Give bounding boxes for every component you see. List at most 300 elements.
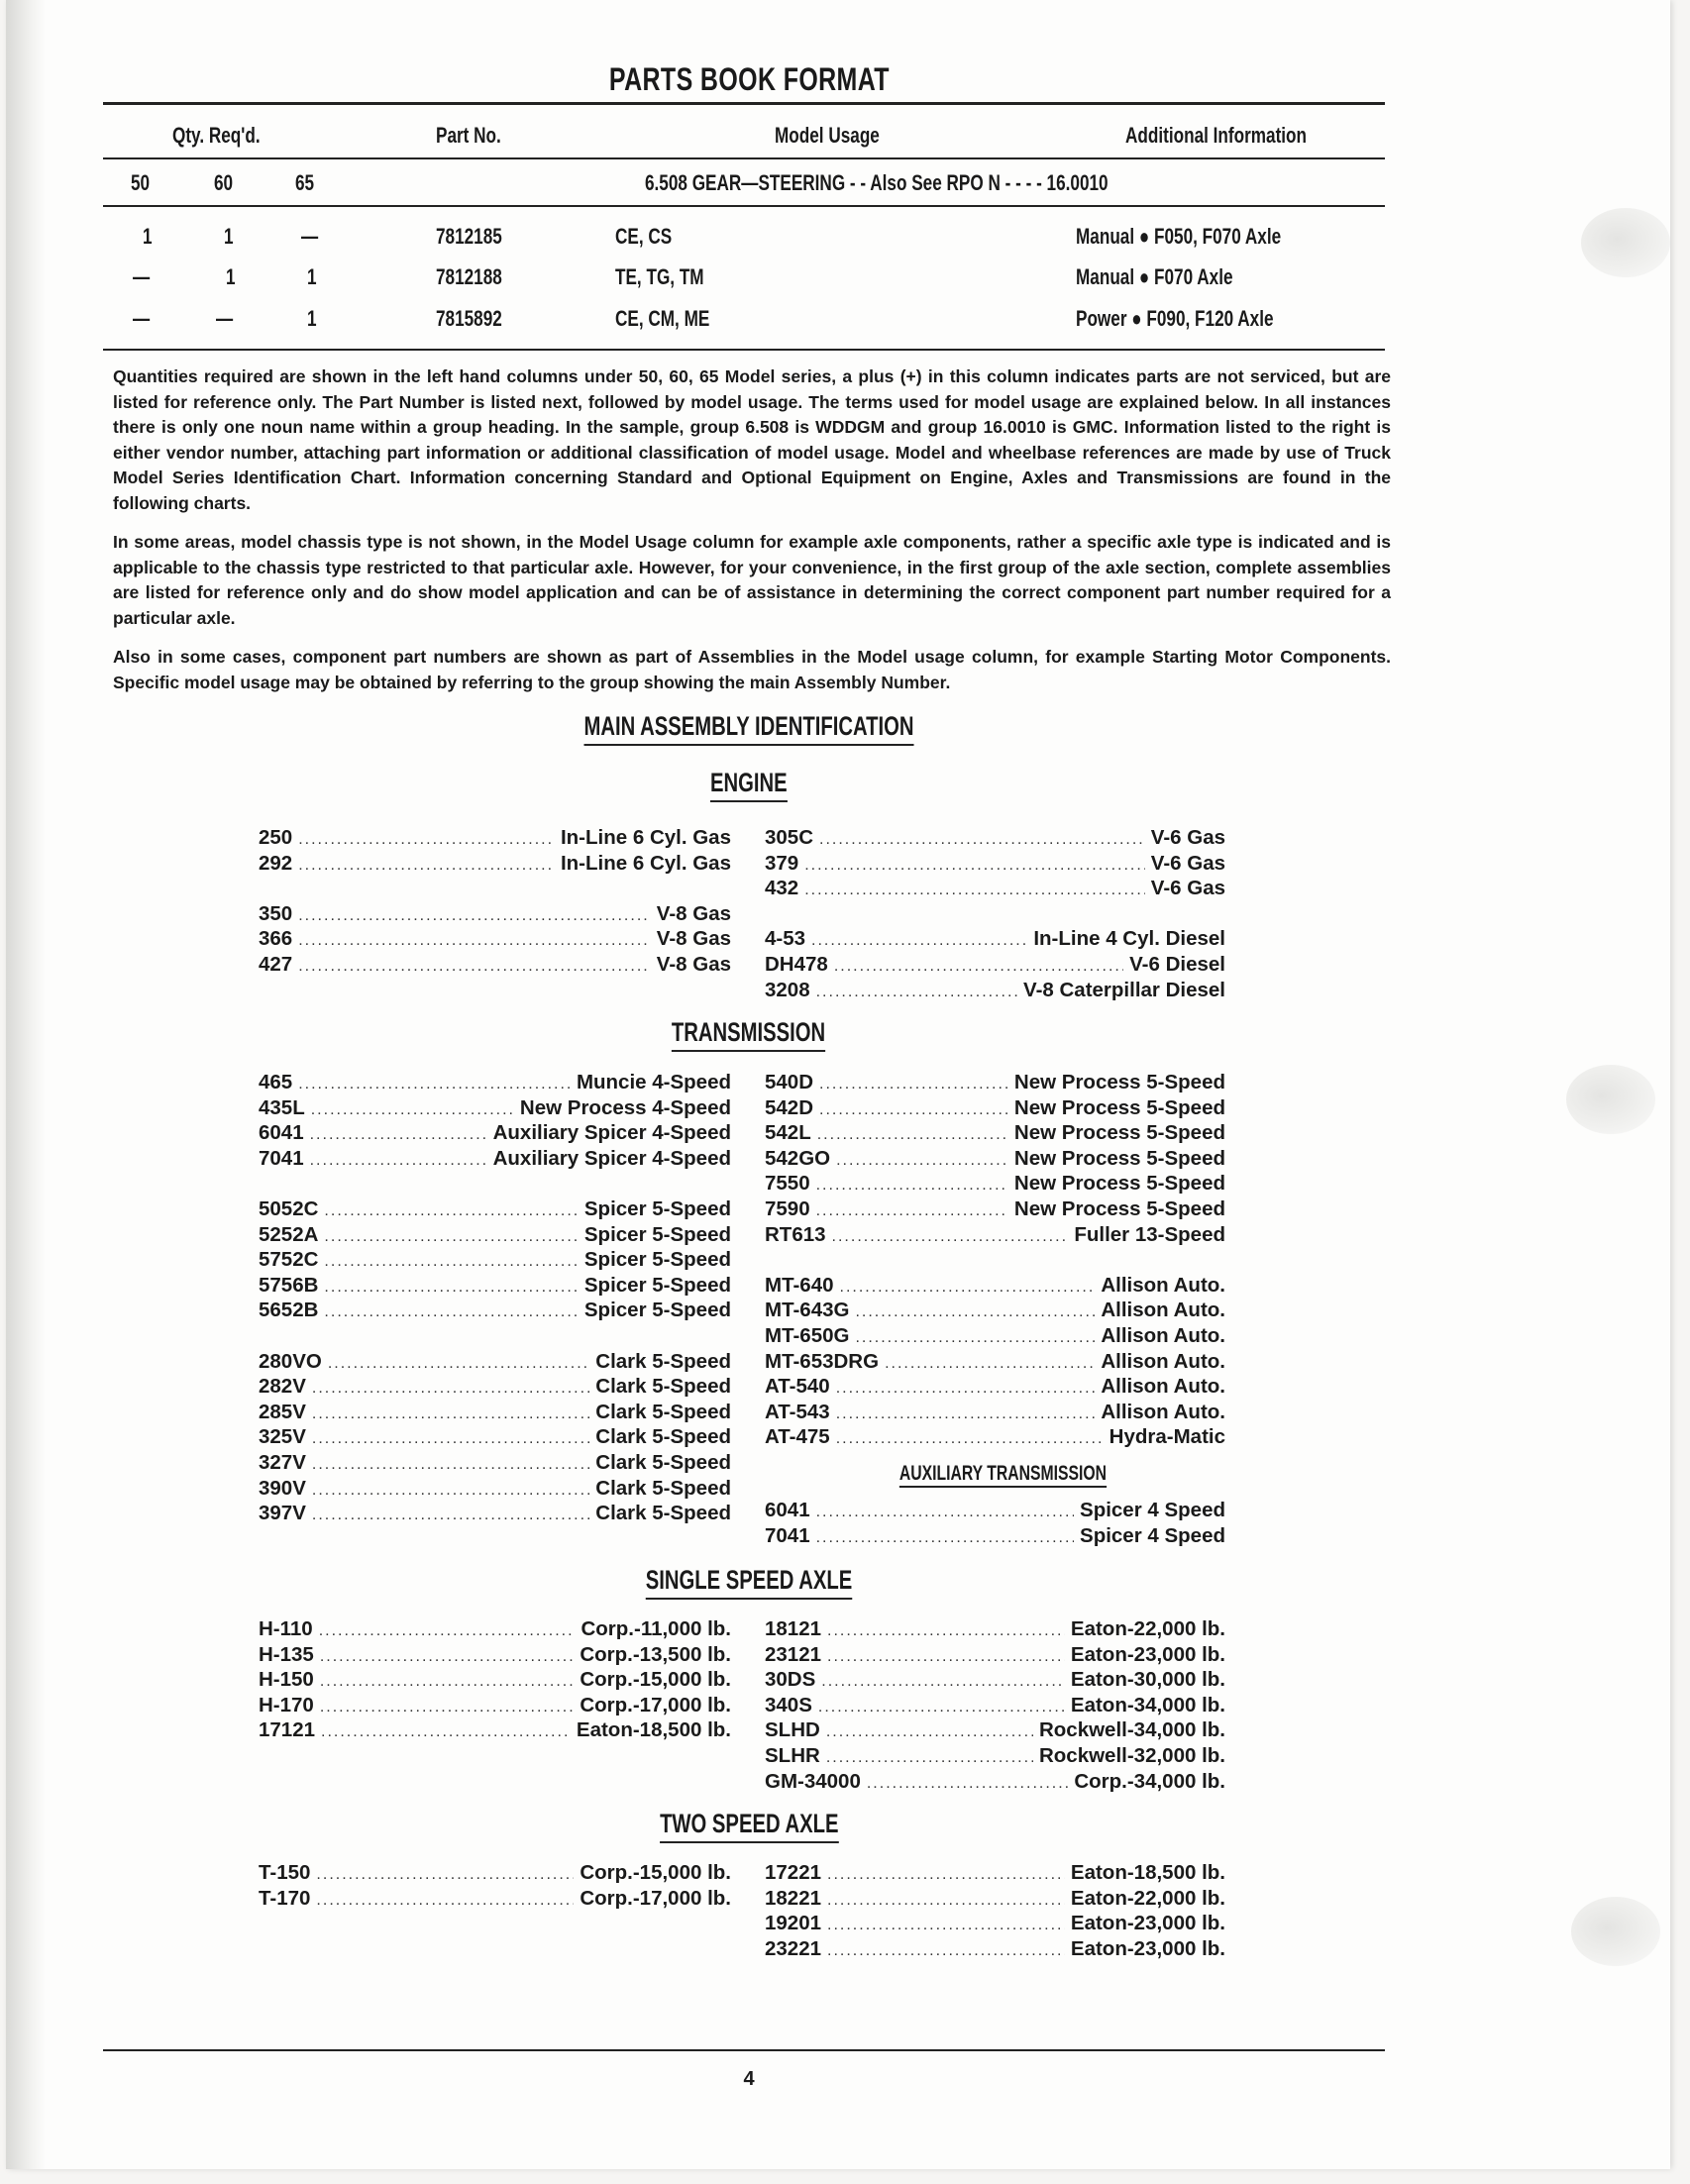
assembly-code: 340S <box>765 1693 812 1716</box>
dot-leader <box>816 1525 1074 1551</box>
assembly-row <box>765 1693 1225 1718</box>
header-rule <box>103 157 1385 159</box>
assembly-row <box>765 1070 1225 1095</box>
dot-leader <box>836 1148 1008 1174</box>
assembly-code: 4-53 <box>765 927 806 951</box>
assembly-description: Corp.-34,000 lb. <box>1074 1769 1225 1793</box>
series-65: 65 <box>295 170 315 195</box>
paragraph-3: Also in some cases, component part numbers are shown as part of Assemblies in the Model usage column, for example Starting Motor Components. Specific model usage may be obtained by referring to the group showing the main Assembly Number. <box>113 647 1391 692</box>
assembly-description: Spicer 4 Speed <box>1080 1523 1225 1547</box>
punch-hole-bottom <box>1571 1897 1660 1966</box>
dot-leader <box>818 1695 1065 1720</box>
assembly-code: MT-640 <box>765 1273 834 1297</box>
two-axle-right-list <box>765 1860 1225 1961</box>
assembly-description: Corp.-13,500 lb. <box>580 1642 731 1666</box>
assembly-description: Clark 5-Speed <box>595 1450 731 1474</box>
assembly-description: Hydra-Matic <box>1109 1425 1225 1449</box>
assembly-description: Spicer 5-Speed <box>583 1248 731 1272</box>
group-rule <box>103 205 1385 207</box>
row1-qty60: 1 <box>224 224 234 249</box>
dot-leader <box>827 1644 1065 1670</box>
assembly-code: T-150 <box>259 1861 311 1884</box>
assembly-code: 327V <box>259 1450 306 1474</box>
assembly-description: Eaton-34,000 lb. <box>1070 1693 1225 1716</box>
dot-leader <box>316 1862 574 1888</box>
dot-leader <box>827 1618 1065 1644</box>
assembly-description: V-8 Caterpillar Diesel <box>1023 978 1225 1001</box>
assembly-row <box>259 1667 731 1693</box>
assembly-row <box>765 1936 1225 1962</box>
assembly-description: New Process 5-Speed <box>1013 1146 1225 1170</box>
assembly-code: H-150 <box>259 1668 314 1692</box>
assembly-code: 5052C <box>259 1196 319 1220</box>
group-heading: 6.508 GEAR—STEERING - - Also See RPO N - - - - 16.0010 <box>645 170 1109 195</box>
assembly-row <box>259 1424 731 1450</box>
assembly-row <box>259 1501 731 1526</box>
assembly-code: 23221 <box>765 1936 822 1960</box>
assembly-row <box>259 1247 731 1273</box>
series-60: 60 <box>214 170 234 195</box>
assembly-row <box>765 1886 1225 1912</box>
assembly-description: Eaton-23,000 lb. <box>1070 1936 1225 1960</box>
dot-leader <box>867 1771 1068 1797</box>
assembly-code: 305C <box>765 826 814 849</box>
assembly-row <box>765 1860 1225 1886</box>
assembly-row <box>765 825 1225 851</box>
assembly-description: New Process 5-Speed <box>1013 1196 1225 1220</box>
assembly-code: AT-540 <box>765 1375 830 1399</box>
assembly-row <box>259 1095 731 1121</box>
assembly-row <box>259 1120 731 1146</box>
assembly-code: MT-650G <box>765 1323 850 1347</box>
assembly-row <box>765 1717 1225 1743</box>
assembly-code: 427 <box>259 952 293 976</box>
assembly-row <box>259 1146 731 1172</box>
assembly-row <box>765 1120 1225 1146</box>
assembly-code: 6041 <box>765 1499 810 1521</box>
assembly-row <box>259 901 731 927</box>
dot-leader <box>836 1426 1104 1452</box>
assembly-code: GM-34000 <box>765 1769 861 1793</box>
dot-leader <box>298 903 651 929</box>
dot-leader <box>316 1888 574 1914</box>
assembly-description: Auxiliary Spicer 4-Speed <box>492 1121 731 1145</box>
assembly-description: V-6 Gas <box>1150 826 1225 849</box>
dot-leader <box>311 1097 514 1123</box>
row2-part: 7812188 <box>436 264 502 289</box>
row2-qty65: 1 <box>307 264 317 289</box>
assembly-description: Eaton-23,000 lb. <box>1070 1642 1225 1666</box>
assembly-row <box>259 1349 731 1375</box>
dot-leader <box>827 1862 1065 1888</box>
assembly-description: Clark 5-Speed <box>595 1502 731 1525</box>
assembly-code: 285V <box>259 1400 306 1423</box>
dot-leader <box>816 1173 1008 1198</box>
assembly-description: New Process 5-Speed <box>1013 1095 1225 1119</box>
page-number: 4 <box>743 2068 755 2090</box>
assembly-description: V-8 Gas <box>656 952 731 976</box>
list-gap <box>765 901 1225 927</box>
assembly-row <box>765 1667 1225 1693</box>
footer-rule <box>103 2049 1385 2051</box>
assembly-row <box>765 1171 1225 1196</box>
dot-leader <box>855 1325 1095 1351</box>
assembly-code: H-135 <box>259 1642 314 1666</box>
assembly-description: In-Line 6 Cyl. Gas <box>560 851 731 875</box>
assembly-description: Rockwell-34,000 lb. <box>1038 1718 1225 1742</box>
dot-leader <box>310 1122 487 1148</box>
assembly-code: DH478 <box>765 952 828 976</box>
dot-leader <box>324 1300 578 1325</box>
assembly-description: New Process 5-Speed <box>1013 1071 1225 1093</box>
assembly-code: MT-643G <box>765 1299 850 1322</box>
assembly-code: AT-475 <box>765 1425 830 1449</box>
single-axle-right-list <box>765 1616 1225 1794</box>
assembly-description: Corp.-15,000 lb. <box>580 1668 731 1692</box>
assembly-code: SLHD <box>765 1718 820 1742</box>
assembly-description: Spicer 5-Speed <box>583 1299 731 1322</box>
assembly-description: Allison Auto. <box>1101 1273 1225 1297</box>
assembly-description: Clark 5-Speed <box>595 1425 731 1449</box>
assembly-code: 325V <box>259 1425 306 1449</box>
binding-edge <box>6 0 46 2169</box>
assembly-code: 292 <box>259 851 293 875</box>
paragraph-2: In some areas, model chassis type is not shown, in the Model Usage column for example axle components, rather a specific axle type is indicated and is applicable to the chassis type restricted to that particular axle. However, for your convenience, in the first group of the axle section, complete assemblies are listed for reference only and do show model application and can be of assistance in determining the correct component part number required for a particular axle. <box>113 532 1391 628</box>
assembly-code: 432 <box>765 877 799 900</box>
assembly-description: Eaton-30,000 lb. <box>1070 1668 1225 1692</box>
punch-hole-top <box>1581 208 1670 277</box>
assembly-row <box>765 1374 1225 1400</box>
assembly-code: T-170 <box>259 1886 311 1910</box>
assembly-code: MT-653DRG <box>765 1349 880 1373</box>
dot-leader <box>836 1402 1096 1427</box>
row1-info: Manual ● F050, F070 Axle <box>1076 224 1282 249</box>
assembly-row <box>765 1323 1225 1349</box>
row3-qty50: — <box>133 306 151 331</box>
assembly-code: 5752C <box>259 1248 319 1272</box>
dot-leader <box>827 1938 1065 1964</box>
document-page <box>6 0 1670 2169</box>
assembly-row <box>765 1616 1225 1642</box>
assembly-description: Allison Auto. <box>1101 1375 1225 1399</box>
assembly-row <box>765 1146 1225 1172</box>
assembly-description: Eaton-23,000 lb. <box>1070 1912 1225 1935</box>
assembly-description: Muncie 4-Speed <box>576 1071 731 1093</box>
assembly-description: Clark 5-Speed <box>595 1476 731 1500</box>
punch-hole-middle <box>1566 1065 1655 1134</box>
assembly-code: 435L <box>259 1095 305 1119</box>
assembly-row <box>259 1616 731 1642</box>
assembly-description: Eaton-22,000 lb. <box>1070 1617 1225 1640</box>
assembly-row <box>765 1424 1225 1450</box>
assembly-code: 5756B <box>259 1273 319 1297</box>
dot-leader <box>811 928 1027 954</box>
dot-leader <box>324 1275 578 1300</box>
assembly-row <box>765 952 1225 978</box>
auxiliary-transmission-list <box>765 1498 1225 1548</box>
assembly-code: 7041 <box>259 1146 304 1170</box>
dot-leader <box>310 1148 487 1174</box>
assembly-row <box>765 1095 1225 1121</box>
assembly-code: 379 <box>765 851 799 875</box>
two-axle-left-list <box>259 1860 731 1911</box>
row3-part: 7815892 <box>436 306 502 331</box>
dot-leader <box>832 1224 1069 1250</box>
dot-leader <box>855 1300 1095 1325</box>
header-model-usage: Model Usage <box>775 123 880 148</box>
row1-usage: CE, CS <box>615 224 673 249</box>
assembly-row <box>765 926 1225 952</box>
assembly-code: 17121 <box>259 1718 316 1742</box>
assembly-description: Allison Auto. <box>1101 1400 1225 1423</box>
paragraph-1: Quantities required are shown in the left hand columns under 50, 60, 65 Model series, a plus (+) in this column indicates parts are not serviced, but are listed for reference only. The Part Number is listed next, followed by model usage. The terms used for model usage are explained below. In all instances there is only one noun name within a group heading. In the sample, group 6.508 is WDDGM and group 16.0010 is GMC. Information listed to the right is either vendor number, attaching part information or additional classification of model usage. Model and wheelbase references are made by use of Truck Model Series Identification Chart. Information concerning Standard and Optional Equipment on Engine, Axles and Transmissions are found in the following charts. <box>113 366 1391 513</box>
assembly-description: V-8 Gas <box>656 927 731 951</box>
dot-leader <box>819 1097 1008 1123</box>
dot-leader <box>826 1745 1033 1771</box>
assembly-description: Auxiliary Spicer 4-Speed <box>492 1146 731 1170</box>
assembly-description: Corp.-17,000 lb. <box>580 1886 731 1910</box>
assembly-description: V-6 Gas <box>1150 851 1225 875</box>
dot-leader <box>312 1478 589 1504</box>
row3-usage: CE, CM, ME <box>615 306 710 331</box>
dot-leader <box>298 1072 571 1097</box>
dot-leader <box>836 1376 1096 1402</box>
dot-leader <box>885 1351 1095 1377</box>
assembly-description: Eaton-22,000 lb. <box>1070 1886 1225 1910</box>
assembly-row <box>765 1400 1225 1425</box>
assembly-code: 18221 <box>765 1886 822 1910</box>
dot-leader <box>840 1275 1096 1300</box>
assembly-description: V-6 Gas <box>1150 877 1225 900</box>
single-axle-left-list <box>259 1616 731 1743</box>
dot-leader <box>324 1198 578 1224</box>
row2-info: Manual ● F070 Axle <box>1076 264 1233 289</box>
assembly-code: 7041 <box>765 1523 810 1547</box>
assembly-code: 30DS <box>765 1668 816 1692</box>
explanation-text <box>113 364 1391 709</box>
assembly-code: 7590 <box>765 1196 810 1220</box>
assembly-row <box>765 1642 1225 1668</box>
assembly-row <box>765 1498 1225 1523</box>
assembly-code: 3208 <box>765 978 810 1001</box>
assembly-description: New Process 4-Speed <box>519 1095 731 1119</box>
assembly-row <box>765 1222 1225 1248</box>
single-speed-axle-heading: SINGLE SPEED AXLE <box>452 1565 1046 1600</box>
main-assembly-heading: MAIN ASSEMBLY IDENTIFICATION <box>452 711 1046 746</box>
dot-leader <box>312 1452 589 1478</box>
list-gap <box>765 1247 1225 1273</box>
dot-leader <box>804 853 1145 879</box>
dot-leader <box>821 1669 1065 1695</box>
assembly-row <box>259 1642 731 1668</box>
dot-leader <box>320 1669 574 1695</box>
assembly-code: 397V <box>259 1502 306 1525</box>
assembly-row <box>259 1222 731 1248</box>
assembly-code: 366 <box>259 927 293 951</box>
dot-leader <box>312 1376 589 1402</box>
assembly-description: Allison Auto. <box>1101 1349 1225 1373</box>
assembly-row <box>765 1911 1225 1936</box>
assembly-description: Corp.-11,000 lb. <box>581 1617 731 1640</box>
assembly-description: In-Line 4 Cyl. Diesel <box>1033 927 1225 951</box>
row3-qty65: 1 <box>307 306 317 331</box>
assembly-code: 18121 <box>765 1617 822 1640</box>
engine-heading: ENGINE <box>452 768 1046 802</box>
assembly-description: V-8 Gas <box>656 901 731 925</box>
assembly-description: Corp.-15,000 lb. <box>580 1861 731 1884</box>
assembly-row <box>765 1523 1225 1549</box>
assembly-description: Corp.-17,000 lb. <box>580 1693 731 1716</box>
assembly-description: Allison Auto. <box>1101 1323 1225 1347</box>
assembly-code: 390V <box>259 1476 306 1500</box>
assembly-description: Spicer 5-Speed <box>583 1196 731 1220</box>
series-50: 50 <box>131 170 151 195</box>
assembly-code: 5652B <box>259 1299 319 1322</box>
assembly-row <box>765 978 1225 1003</box>
assembly-row <box>259 952 731 978</box>
transmission-right-list <box>765 1070 1225 1450</box>
dot-leader <box>804 878 1145 903</box>
dot-leader <box>320 1695 574 1720</box>
assembly-code: 282V <box>259 1375 306 1399</box>
assembly-code: 250 <box>259 826 293 849</box>
assembly-description: Rockwell-32,000 lb. <box>1038 1743 1225 1767</box>
auxiliary-transmission-heading: AUXILIARY TRANSMISSION <box>834 1462 1171 1488</box>
row2-qty50: — <box>133 264 151 289</box>
list-gap <box>259 1171 731 1196</box>
assembly-description: Eaton-18,500 lb. <box>1070 1861 1225 1884</box>
assembly-description: V-6 Diesel <box>1129 952 1225 976</box>
assembly-code: 540D <box>765 1071 814 1093</box>
assembly-row <box>259 851 731 877</box>
row3-qty60: — <box>216 306 234 331</box>
dot-leader <box>312 1402 589 1427</box>
assembly-description: Spicer 4 Speed <box>1080 1499 1225 1521</box>
dot-leader <box>834 954 1123 980</box>
assembly-row <box>259 1070 731 1095</box>
dot-leader <box>298 827 555 853</box>
assembly-row <box>259 825 731 851</box>
dot-leader <box>816 1198 1008 1224</box>
engine-right-list <box>765 825 1225 1002</box>
assembly-row <box>765 1298 1225 1323</box>
dot-leader <box>298 928 651 954</box>
assembly-row <box>765 1349 1225 1375</box>
row3-info: Power ● F090, F120 Axle <box>1076 306 1274 331</box>
assembly-row <box>259 1717 731 1743</box>
assembly-row <box>765 1769 1225 1795</box>
dot-leader <box>298 954 651 980</box>
assembly-code: 7550 <box>765 1172 810 1196</box>
dot-leader <box>826 1719 1033 1745</box>
assembly-row <box>765 876 1225 901</box>
header-qty: Qty. Req'd. <box>172 123 261 148</box>
header-part-no: Part No. <box>436 123 501 148</box>
assembly-description: Spicer 5-Speed <box>583 1222 731 1246</box>
assembly-row <box>259 1476 731 1502</box>
assembly-code: H-170 <box>259 1693 314 1716</box>
assembly-code: 542D <box>765 1095 814 1119</box>
dot-leader <box>312 1503 589 1528</box>
assembly-code: 465 <box>259 1071 293 1093</box>
row2-usage: TE, TG, TM <box>615 264 704 289</box>
assembly-row <box>259 1400 731 1425</box>
assembly-code: 350 <box>259 901 293 925</box>
assembly-description: In-Line 6 Cyl. Gas <box>560 826 731 849</box>
assembly-code: 6041 <box>259 1121 304 1145</box>
assembly-code: 19201 <box>765 1912 822 1935</box>
title-rule <box>103 102 1385 105</box>
assembly-code: 23121 <box>765 1642 822 1666</box>
assembly-row <box>259 1886 731 1912</box>
dot-leader <box>298 853 555 879</box>
assembly-description: Eaton-18,500 lb. <box>576 1718 731 1742</box>
transmission-heading: TRANSMISSION <box>452 1017 1046 1052</box>
row1-qty65: — <box>301 224 319 249</box>
assembly-description: Clark 5-Speed <box>595 1375 731 1399</box>
list-gap <box>259 876 731 901</box>
assembly-description: New Process 5-Speed <box>1013 1172 1225 1196</box>
assembly-code: 5252A <box>259 1222 319 1246</box>
assembly-description: Spicer 5-Speed <box>583 1273 731 1297</box>
assembly-row <box>259 1196 731 1222</box>
dot-leader <box>827 1888 1065 1914</box>
table-bottom-rule <box>103 349 1385 351</box>
assembly-code: H-110 <box>259 1617 313 1640</box>
dot-leader <box>320 1644 574 1670</box>
assembly-row <box>259 926 731 952</box>
row2-qty60: 1 <box>226 264 236 289</box>
assembly-row <box>259 1298 731 1323</box>
transmission-left-list <box>259 1070 731 1526</box>
assembly-row <box>765 1743 1225 1769</box>
dot-leader <box>817 1122 1008 1148</box>
assembly-row <box>259 1450 731 1476</box>
assembly-code: 542GO <box>765 1146 831 1170</box>
engine-left-list <box>259 825 731 978</box>
assembly-code: AT-543 <box>765 1400 830 1423</box>
assembly-description: New Process 5-Speed <box>1013 1121 1225 1145</box>
assembly-row <box>259 1693 731 1718</box>
assembly-code: 280VO <box>259 1349 322 1373</box>
dot-leader <box>816 980 1017 1005</box>
dot-leader <box>827 1913 1065 1938</box>
assembly-row <box>765 1273 1225 1299</box>
dot-leader <box>319 1618 576 1644</box>
list-gap <box>259 1323 731 1349</box>
row1-part: 7812185 <box>436 224 502 249</box>
two-speed-axle-heading: TWO SPEED AXLE <box>452 1809 1046 1843</box>
dot-leader <box>819 1072 1008 1097</box>
assembly-description: Fuller 13-Speed <box>1074 1222 1225 1246</box>
assembly-row <box>259 1860 731 1886</box>
assembly-row <box>765 1196 1225 1222</box>
assembly-description: Allison Auto. <box>1101 1299 1225 1322</box>
assembly-code: 17221 <box>765 1861 822 1884</box>
dot-leader <box>324 1249 578 1275</box>
dot-leader <box>819 827 1145 853</box>
dot-leader <box>324 1224 578 1250</box>
assembly-description: Clark 5-Speed <box>595 1400 731 1423</box>
assembly-row <box>259 1273 731 1299</box>
page-title: PARTS BOOK FORMAT <box>608 61 890 97</box>
assembly-code: 542L <box>765 1121 811 1145</box>
assembly-code: RT613 <box>765 1222 826 1246</box>
assembly-description: Clark 5-Speed <box>595 1349 731 1373</box>
dot-leader <box>816 1500 1074 1525</box>
row1-qty50: 1 <box>143 224 153 249</box>
assembly-row <box>765 851 1225 877</box>
